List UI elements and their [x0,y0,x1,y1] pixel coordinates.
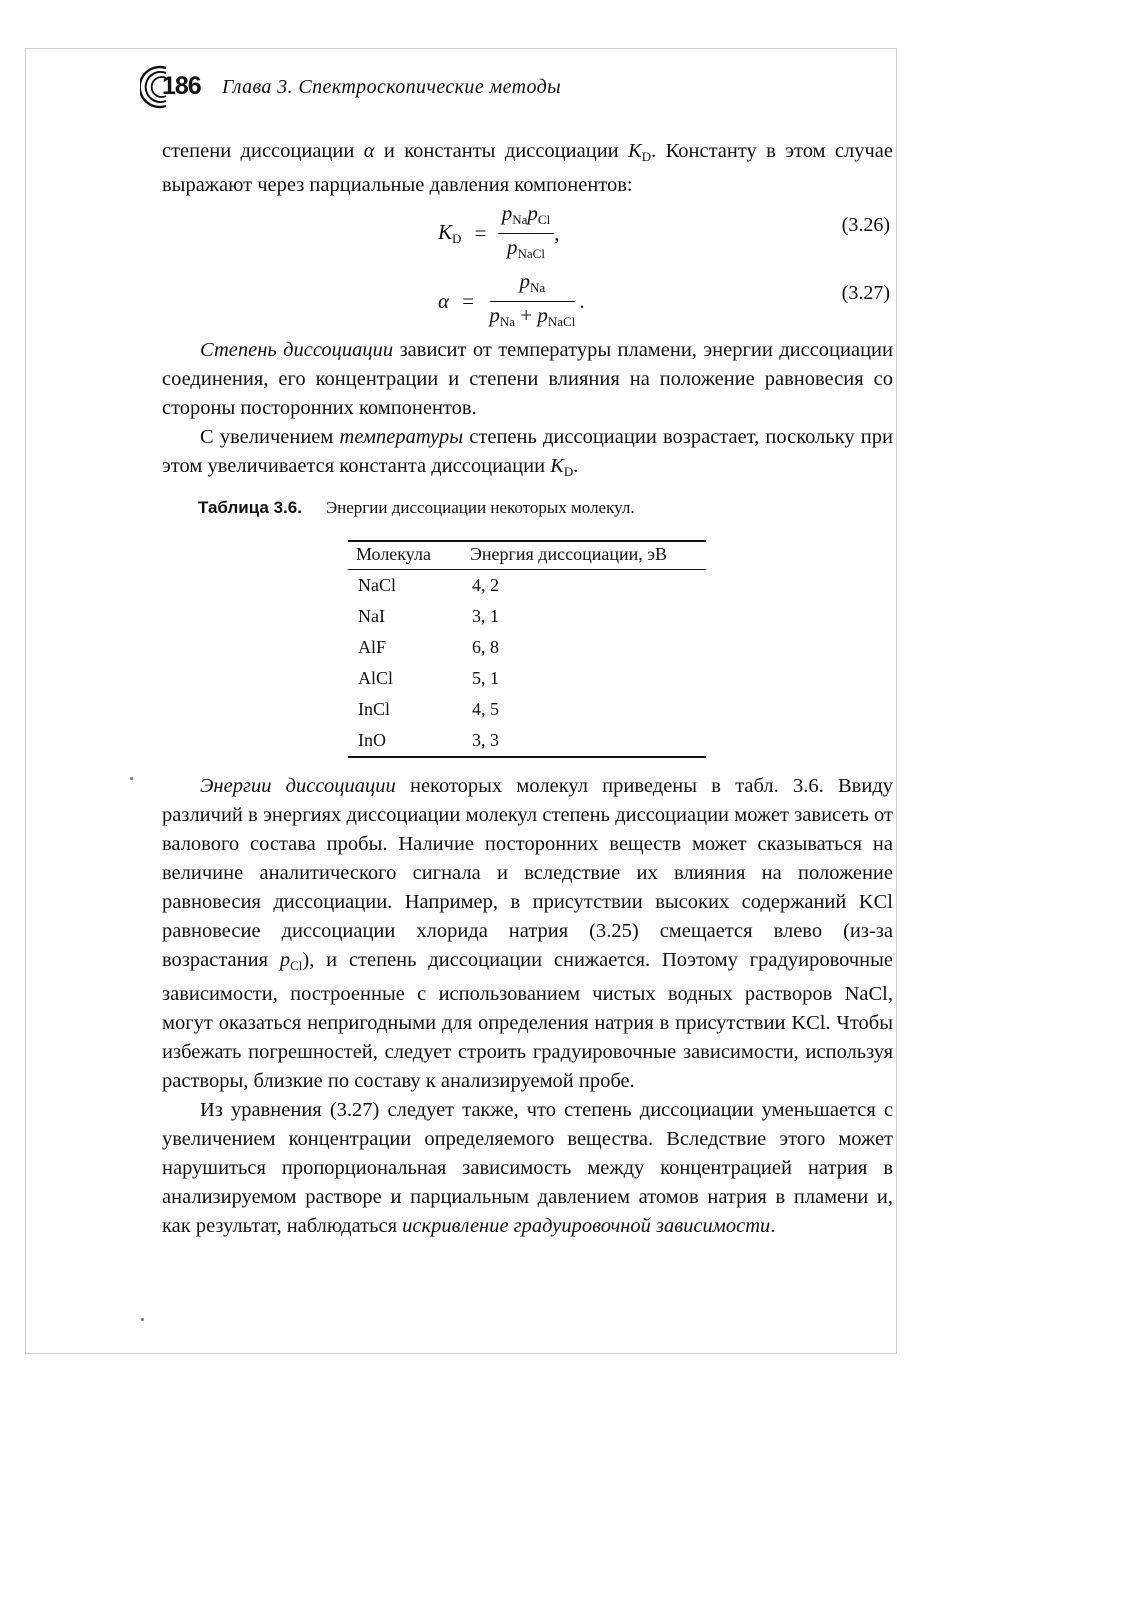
table-cell: 3, 1 [472,606,499,626]
equation-number: (3.26) [841,214,890,236]
paragraph-temperature: С увеличением температуры степень диссоциации возрастает, поскольку при этом увеличивается константа диссоциации $K_D$. [162,426,893,479]
table-row [348,601,706,632]
column-header: Молекула [348,541,462,570]
running-title: Глава 3. Спектроскопические методы [222,76,562,98]
alpha-symbol: α [363,140,375,162]
table-cell: 5, 1 [472,668,499,688]
fraction-kd: $\frac{p_{Na}p_{Cl}}{p_{NaCl}}$ [498,200,554,267]
paragraph-conclusion: Из уравнения (3.27) следует также, что степень диссоциации уменьшается с увеличением концентрации определяемого вещества. Вследствие этого может нарушиться пропорциональная зависимость между концентрацией натрия в анализируемом растворе и парциальным давлением атомов натрия в пламени и, как результат, наблюдаться искривление градуировочной зависимости. [162,1099,893,1237]
paragraph-degree-dissociation: Степень диссоциации зависит от температуры пламени, энергии диссоциации соединения, его концентрации и степени влияния на положение равновесия со стороны посторонних компонентов. С увеличением температуры степень диссоциации возрастает, поскольку при этом увеличивается константа диссоциации $K_D$. [162,336,893,486]
table-cell: 6, 8 [472,637,499,657]
equation-3-27: α = $\frac{p_{Na}}{p_{Na} + p_{NaCl}}$ . (3.27) [162,266,893,328]
equation-3-26: $K_D$ = $\frac{p_{Na}p_{Cl}}{p_{NaCl}}$ , (3.26) [162,198,893,260]
table-label: Таблица 3.6. [198,498,302,517]
table-cell: AlCl [358,668,394,688]
table-cell: AlF [358,637,387,657]
page-number: 186 [162,72,201,100]
table-caption [198,498,635,518]
table-cell: InCl [358,699,391,719]
term-italic: температуры [339,426,464,448]
term-italic: искривление градуировочной зависимости [402,1215,771,1237]
table-header-row [348,541,706,570]
table-cell: NaCl [358,575,396,595]
intro-paragraph: степени диссоциации α и константы диссоциации $K_D$. Константу в этом случае выражают через парциальные давления компонентов: [162,140,893,196]
table-cell: NaI [358,606,385,626]
scan-speck [130,777,133,780]
table-row [348,570,706,602]
table-cell: InO [348,725,462,757]
table-row [348,694,706,725]
table-cell: 4, 2 [472,575,499,595]
table-row [348,663,706,694]
table-row [348,632,706,663]
fraction-alpha: $\frac{p_{Na}}{p_{Na} + p_{NaCl}}$ [489,269,576,329]
table-row [348,725,706,757]
dissociation-energy-table [348,540,706,758]
paragraph-energies: Энергии диссоциации некоторых молекул приведены в табл. 3.6. Ввиду различий в энергиях диссоциации молекул степень диссоциации может зависеть от валового состава пробы. Наличие посторонних веществ может сказываться на величине аналитического сигнала и вследствие их влияния на положение равновесия диссоциации. Например, в присутствии высоких содержаний KCl равновесие диссоциации хлорида натрия (3.25) смещается влево (из-за возрастания $p_{Cl}$), и степень диссоциации снижается. Поэтому градуировочные зависимости, построенные с использованием чистых водных растворов NaCl, могут оказаться непригодными для определения натрия в присутствии KCl. Чтобы избежать погрешностей, следует строить градуировочные зависимости, используя растворы, близкие по составу к анализируемой пробе. Из уравнения (3.27) следует также, что степень диссоциации уменьшается с увеличением концентрации определяемого вещества. Вследствие этого может нарушиться пропорциональная зависимость между концентрацией натрия в анализируемом растворе и парциальным давлением атомов натрия в пламени и, как результат, наблюдаться искривление градуировочной зависимости. [162,772,893,1241]
term-italic: Энергии диссоциации [200,775,396,797]
table-cell: 4, 5 [472,699,499,719]
page-header [140,64,900,112]
column-header: Энергия диссоциации, эВ [462,541,706,570]
table-title: Энергии диссоциации некоторых молекул. [325,498,635,517]
scan-speck [141,1318,144,1321]
equation-number: (3.27) [841,282,890,304]
term-italic: Степень диссоциации [200,339,394,361]
table-cell: 3, 3 [462,725,706,757]
kd-symbol: K [628,140,642,162]
